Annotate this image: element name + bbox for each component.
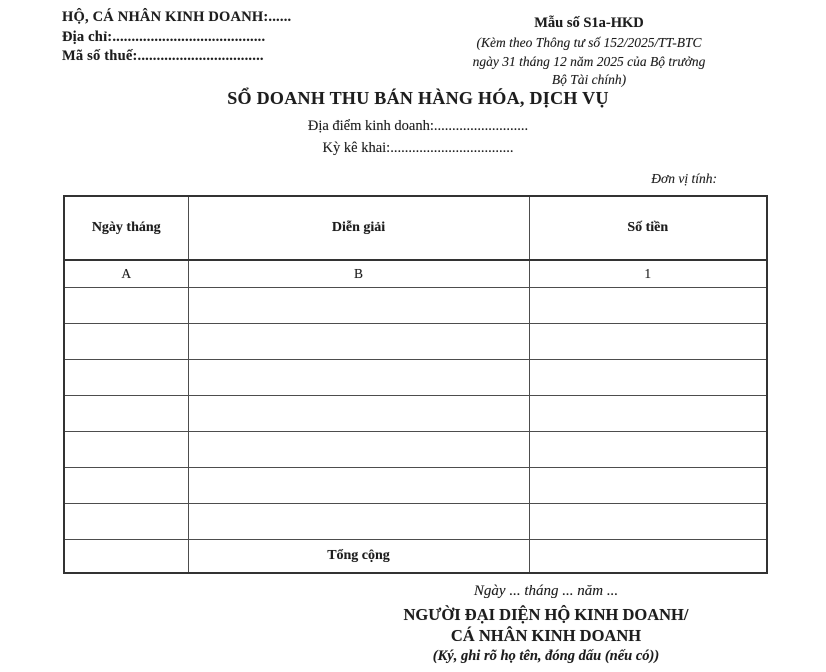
column-code-a: A — [64, 260, 188, 287]
address-line: Địa chỉ:........................................ — [62, 28, 266, 45]
column-header-amount: Số tiền — [529, 196, 767, 260]
empty-cell — [188, 431, 529, 467]
column-header-date: Ngày tháng — [64, 196, 188, 260]
signer-title-line2: CÁ NHÂN KINH DOANH — [450, 626, 642, 645]
form-number: Mẫu số S1a-HKD — [534, 15, 644, 31]
empty-cell — [64, 395, 188, 431]
empty-data-row — [64, 431, 767, 467]
column-code-row — [64, 260, 767, 287]
column-code-1: 1 — [529, 260, 767, 287]
declaration-period-line: Kỳ kê khai:.................................. — [322, 140, 514, 156]
table-header-row — [64, 196, 767, 260]
signature-note: (Ký, ghi rõ họ tên, đóng dấu (nếu có)) — [432, 648, 660, 664]
empty-cell — [188, 467, 529, 503]
business-info-block — [62, 8, 291, 67]
title-block — [63, 88, 773, 159]
empty-cell — [64, 287, 188, 323]
empty-cell — [529, 467, 767, 503]
empty-cell — [188, 395, 529, 431]
form-number-block — [438, 15, 740, 90]
empty-cell — [188, 503, 529, 539]
empty-cell — [529, 287, 767, 323]
empty-cell — [64, 359, 188, 395]
empty-cell — [64, 323, 188, 359]
revenue-table — [63, 195, 768, 574]
empty-cell — [188, 287, 529, 323]
empty-cell — [529, 323, 767, 359]
empty-data-row — [64, 287, 767, 323]
empty-cell — [188, 359, 529, 395]
form-note-line1: (Kèm theo Thông tư số 152/2025/TT-BTC — [476, 35, 702, 50]
table-body — [64, 196, 767, 573]
empty-data-row — [64, 395, 767, 431]
form-note-line2: ngày 31 tháng 12 năm 2025 của Bộ trưởng — [472, 53, 706, 69]
date-line: Ngày ... tháng ... năm ... — [473, 583, 619, 599]
empty-cell — [529, 395, 767, 431]
business-location-line: Địa điểm kinh doanh:.......................... — [307, 118, 529, 134]
empty-data-row — [64, 503, 767, 539]
total-row-date-cell — [64, 539, 188, 573]
business-name-line: HỘ, CÁ NHÂN KINH DOANH:...... — [62, 9, 292, 25]
signer-title-line1: NGƯỜI ĐẠI DIỆN HỘ KINH DOANH/ — [403, 605, 689, 624]
signature-block — [320, 583, 772, 665]
empty-cell — [529, 431, 767, 467]
total-row-amount-cell — [529, 539, 767, 573]
total-label-cell: Tổng cộng — [188, 539, 529, 573]
column-code-b: B — [188, 260, 529, 287]
empty-cell — [64, 431, 188, 467]
empty-data-row — [64, 359, 767, 395]
unit-of-measure-label: Đơn vị tính: — [651, 171, 717, 186]
document-title: SỔ DOANH THU BÁN HÀNG HÓA, DỊCH VỤ — [227, 88, 609, 108]
column-header-description: Diễn giải — [188, 196, 529, 260]
empty-cell — [64, 467, 188, 503]
empty-cell — [529, 503, 767, 539]
form-note-line3: Bộ Tài chính) — [551, 72, 627, 87]
empty-cell — [188, 323, 529, 359]
total-row — [64, 539, 767, 573]
tax-code-line: Mã số thuế:................................. — [62, 48, 264, 64]
empty-cell — [529, 359, 767, 395]
empty-data-row — [64, 323, 767, 359]
empty-cell — [64, 503, 188, 539]
empty-data-row — [64, 467, 767, 503]
